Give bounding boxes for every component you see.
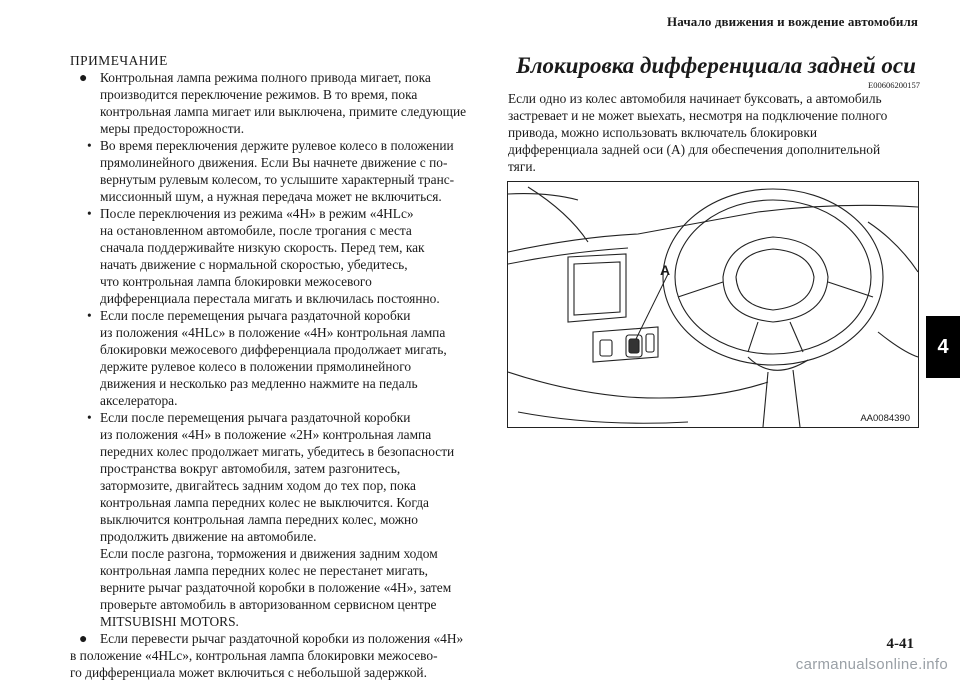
text-line: на остановленном автомобиле, после трогания с места <box>100 223 412 238</box>
text-line: в положение «4HLc», контрольная лампа блокировки межосево- <box>70 648 438 663</box>
note-sub-item <box>70 409 482 630</box>
note-block <box>70 52 482 681</box>
text-line: затормозите, двигайтесь задним ходом до тех пор, пока <box>100 478 416 493</box>
text-line: производится переключение режимов. В то время, пока <box>100 87 418 102</box>
note-sub-item <box>70 205 482 307</box>
text-line: сначала поддерживайте низкую скорость. Перед тем, как <box>100 240 425 255</box>
sub-bullet-icon: • <box>87 206 92 221</box>
text-line: блокировки межосевого дифференциала продолжает мигать, <box>100 342 447 357</box>
text-line: Если одно из колес автомобиля начинает буксовать, а автомобиль <box>508 91 882 106</box>
steering-wheel-diagram-icon <box>508 182 918 427</box>
text-line: Если после разгона, торможения и движения задним ходом <box>100 546 438 561</box>
text-line: После переключения из режима «4H» в режим «4HLc» <box>100 206 414 221</box>
sub-bullet-icon: • <box>87 138 92 153</box>
text-line: верните рычаг раздаточной коробки в положение «4H», затем <box>100 580 452 595</box>
text-line: контрольная лампа передних колес не перестанет мигать, <box>100 563 429 578</box>
bullet-dot-icon: ● <box>79 632 88 647</box>
text-line: го дифференциала может включиться с небольшой задержкой. <box>70 665 427 680</box>
text-line: Если перевести рычаг раздаточной коробки из положения «4H» <box>100 631 464 646</box>
section-body <box>508 90 920 175</box>
note-sub-item <box>70 307 482 409</box>
text-line: Во время переключения держите рулевое колесо в положении <box>100 138 454 153</box>
watermark-text: carmanualsonline.info <box>795 656 948 673</box>
note-bullet-2 <box>70 630 482 681</box>
text-line: из положения «4H» в положение «2H» контрольная лампа <box>100 427 432 442</box>
text-line: передних колес продолжает мигать, убедитесь в безопасности <box>100 444 455 459</box>
text-line: MITSUBISHI MOTORS. <box>100 614 239 629</box>
note-title: ПРИМЕЧАНИЕ <box>70 53 168 68</box>
text-line: начать движение с нормальной скоростью, убедитесь, <box>100 257 408 272</box>
sub-bullet-icon: • <box>87 410 92 425</box>
page-number: 4-41 <box>886 636 914 652</box>
note-sub-item <box>70 137 482 205</box>
text-line: выключится контрольная лампа передних колес, можно <box>100 512 418 527</box>
text-line: Контрольная лампа режима полного привода мигает, пока <box>100 70 431 85</box>
figure-code: AA0084390 <box>860 413 910 424</box>
bullet-dot-icon: ● <box>79 71 88 86</box>
dashboard-illustration <box>507 181 919 428</box>
chapter-tab: 4 <box>926 316 960 378</box>
section-code: E00606200157 <box>868 80 920 90</box>
text-line: меры предосторожности. <box>100 121 245 136</box>
text-line: пространства вокруг автомобиля, затем разгонитесь, <box>100 461 401 476</box>
text-line: проверьте автомобиль в авторизованном сервисном центре <box>100 597 437 612</box>
text-line: вернутым рулевым колесом, то услышите характерный транс- <box>100 172 455 187</box>
text-line: продолжить движение на автомобиле. <box>100 529 317 544</box>
text-line: контрольная лампа мигает или выключена, примите следующие <box>100 104 467 119</box>
note-bullet-1-text <box>100 69 482 137</box>
note-bullet-1 <box>70 69 482 137</box>
text-line: держите рулевое колесо в положении прямолинейного <box>100 359 412 374</box>
text-line: контрольная лампа передних колес не выключится. Когда <box>100 495 429 510</box>
text-line: дифференциала перестала мигать и включилась постоянно. <box>100 291 440 306</box>
text-line: тяги. <box>508 159 536 174</box>
text-line: акселератора. <box>100 393 178 408</box>
text-line: Если после перемещения рычага раздаточной коробки <box>100 308 411 323</box>
page-header: Начало движения и вождение автомобиля <box>667 14 918 29</box>
callout-label: A <box>660 262 671 278</box>
text-line: движения и несколько раз медленно нажмите на педаль <box>100 376 418 391</box>
section-title: Блокировка дифференциала задней оси <box>516 53 916 78</box>
text-line: дифференциала задней оси (A) для обеспечения дополнительной <box>508 142 881 157</box>
text-line: прямолинейного движения. Если Вы начнете движение с по- <box>100 155 448 170</box>
text-line: из положения «4HLc» в положение «4H» контрольная лампа <box>100 325 446 340</box>
text-line: миссионный шум, а нужная передача может не включиться. <box>100 189 442 204</box>
text-line: застревает и не может выехать, несмотря на подключение полного <box>508 108 888 123</box>
sub-bullet-icon: • <box>87 308 92 323</box>
text-line: что контрольная лампа блокировки межосевого <box>100 274 372 289</box>
text-line: Если после перемещения рычага раздаточной коробки <box>100 410 411 425</box>
text-line: привода, можно использовать включатель блокировки <box>508 125 818 140</box>
section-block <box>508 52 920 175</box>
